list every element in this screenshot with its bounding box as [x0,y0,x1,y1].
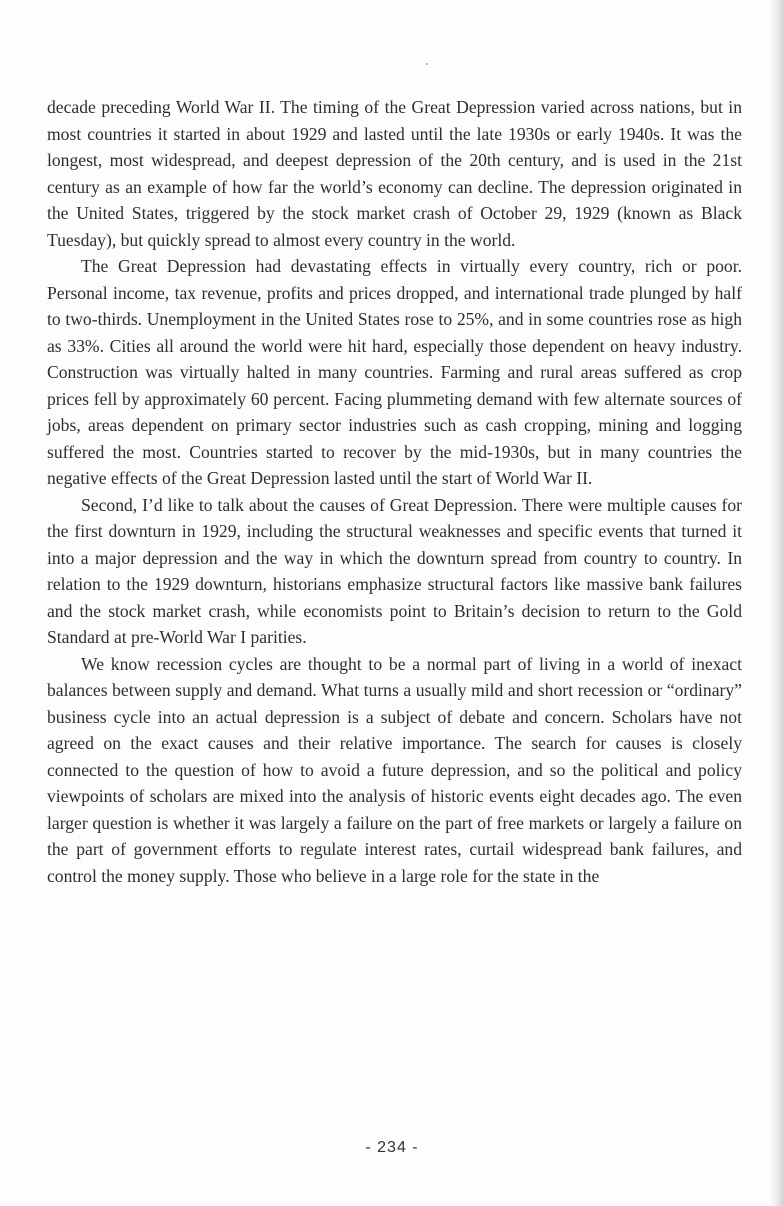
page-number: - 234 - [365,1139,419,1156]
paragraph-continued: decade preceding World War II. The timing of the Great Depression varied across nations, but in most countries it started in about 1929 and lasted until the late 1930s or early 1940s. It was the longest, most widespread, and deepest depression of the 20th century, and is used in the 21st century as an example of how far the world’s economy can decline. The depression originated in the United States, triggered by the stock market crash of October 29, 1929 (known as Black Tuesday), but quickly spread to almost every country in the world. [47,97,742,250]
body-text [47,94,742,889]
scan-speck [426,63,428,65]
paragraph-effects: The Great Depression had devastating effects in virtually every country, rich or poor. Personal income, tax revenue, profits and prices dropped, and international trade plunged by half to two-thirds. Unemployment in the United States rose to 25%, and in some countries rose as high as 33%. Cities all around the world were hit hard, especially those dependent on heavy industry. Construction was virtually halted in many countries. Farming and rural areas suffered as crop prices fell by approximately 60 percent. Facing plummeting demand with few alternate sources of jobs, areas dependent on primary sector industries such as cash cropping, mining and logging suffered the most. Countries started to recover by the mid-1930s, but in many countries the negative effects of the Great Depression lasted until the start of World War II. [47,256,742,488]
scan-shadow-edge [770,0,784,1206]
paragraph-causes: Second, I’d like to talk about the causes of Great Depression. There were multiple causes for the first downturn in 1929, including the structural weaknesses and specific events that turned it into a major depression and the way in which the downturn spread from country to country. In relation to the 1929 downturn, historians emphasize structural factors like massive bank failures and the stock market crash, while economists point to Britain’s decision to return to the Gold Standard at pre-World War I parities. [47,494,742,647]
paragraph-recession-cycles: We know recession cycles are thought to be a normal part of living in a world of inexact balances between supply and demand. What turns a usually mild and short recession or “ordinary” business cycle into an actual depression is a subject of debate and concern. Scholars have not agreed on the exact causes and their relative importance. The search for causes is closely connected to the question of how to avoid a future depression, and so the political and policy viewpoints of scholars are mixed into the analysis of historic events eight decades ago. The even larger question is whether it was largely a failure on the part of free markets or largely a failure on the part of government efforts to regulate interest rates, curtail widespread bank failures, and control the money supply. Those who believe in a large role for the state in the [47,653,742,886]
